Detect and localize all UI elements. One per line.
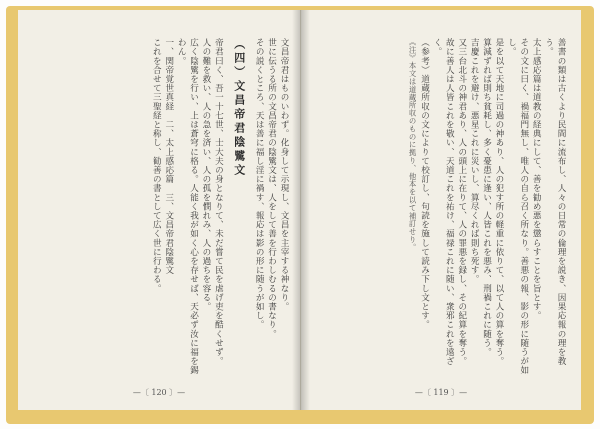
text-line: 故に善人は人皆これを敬い、天道これを祐け、福禄これに随い、衆邪これを遠ざく。 bbox=[431, 38, 455, 366]
text-line: その文に曰く、禍福門無し、唯人の自ら召く所なり。善悪の報、影の形に随うが如し。 bbox=[506, 38, 529, 375]
text-line: 善書の類は古くより民間に流布し、人々の日常の倫理を説き、因果応報の理を教う。 bbox=[543, 38, 566, 366]
text-line: 文昌帝君はものいわず。化身して示現し、文昌を主宰する神なり。 bbox=[279, 38, 289, 311]
text-line: これを合せて三聖経と称し、勧善の書として広く世に行わる。 bbox=[151, 38, 162, 293]
book-gutter bbox=[292, 10, 310, 410]
right-page-number: —〔 119 〕— bbox=[414, 388, 468, 397]
text-line: 人の難を救い、人の急を済い、人の孤を憫れみ、人の過ちを容る。 bbox=[200, 38, 211, 311]
footnote: 《注》本文は道蔵所収のものに拠り、他本を以て補訂せり。 bbox=[408, 38, 418, 252]
right-page-text bbox=[315, 38, 567, 378]
text-line: （参考）道蔵所収の文によりて校訂し、句読を施して読み下し文とす。 bbox=[419, 38, 430, 330]
text-line: 算減ずれば則ち貧耗し、多く憂患に逢い、人皆これを悪み、刑禍これに随う。 bbox=[481, 38, 492, 357]
text-line: 太上感応篇は道教の経典にして、善を勧め悪を懲らすことを旨とす。 bbox=[531, 38, 542, 321]
text-line: 広く陰騭を行い、上は蒼穹に格る。人能く我が如く心を存せば、天必ず汝に福を錫わん。 bbox=[176, 38, 199, 375]
text-line: 一、関帝覚世真経 二、太上感応篇 三、文昌帝君陰騭文 bbox=[163, 38, 174, 275]
text-line: 帝君曰く、吾一十七世、士大夫の身となりて、未だ嘗て民を虐げ吏を酷くせず。 bbox=[213, 38, 224, 366]
left-page-text bbox=[38, 38, 290, 378]
text-line: 又三台北斗の神君あり、人の頭上に在りて、人の罪悪を録し、その紀算を奪う。 bbox=[456, 38, 467, 366]
text-line: 吉慶これを避け、悪星これに災いし、算尽くれば則ち死す。 bbox=[469, 38, 480, 284]
left-page-number: —〔 120 〕— bbox=[132, 388, 186, 397]
right-page bbox=[301, 10, 581, 410]
left-page bbox=[18, 10, 301, 410]
section-heading: （四）文昌帝君陰騭文 bbox=[232, 38, 246, 178]
text-line: その説くところ、天は善に福し淫に禍す、報応は影の形に随うが如し。 bbox=[254, 38, 265, 330]
text-line: 是を以て天地に司過の神あり、人の犯す所の軽重に依りて、以て人の算を奪う。 bbox=[493, 38, 504, 366]
text-line: 世に伝うる所の文昌帝君の陰騭文は、人をして善を行わしむるの書なり。 bbox=[266, 38, 277, 339]
